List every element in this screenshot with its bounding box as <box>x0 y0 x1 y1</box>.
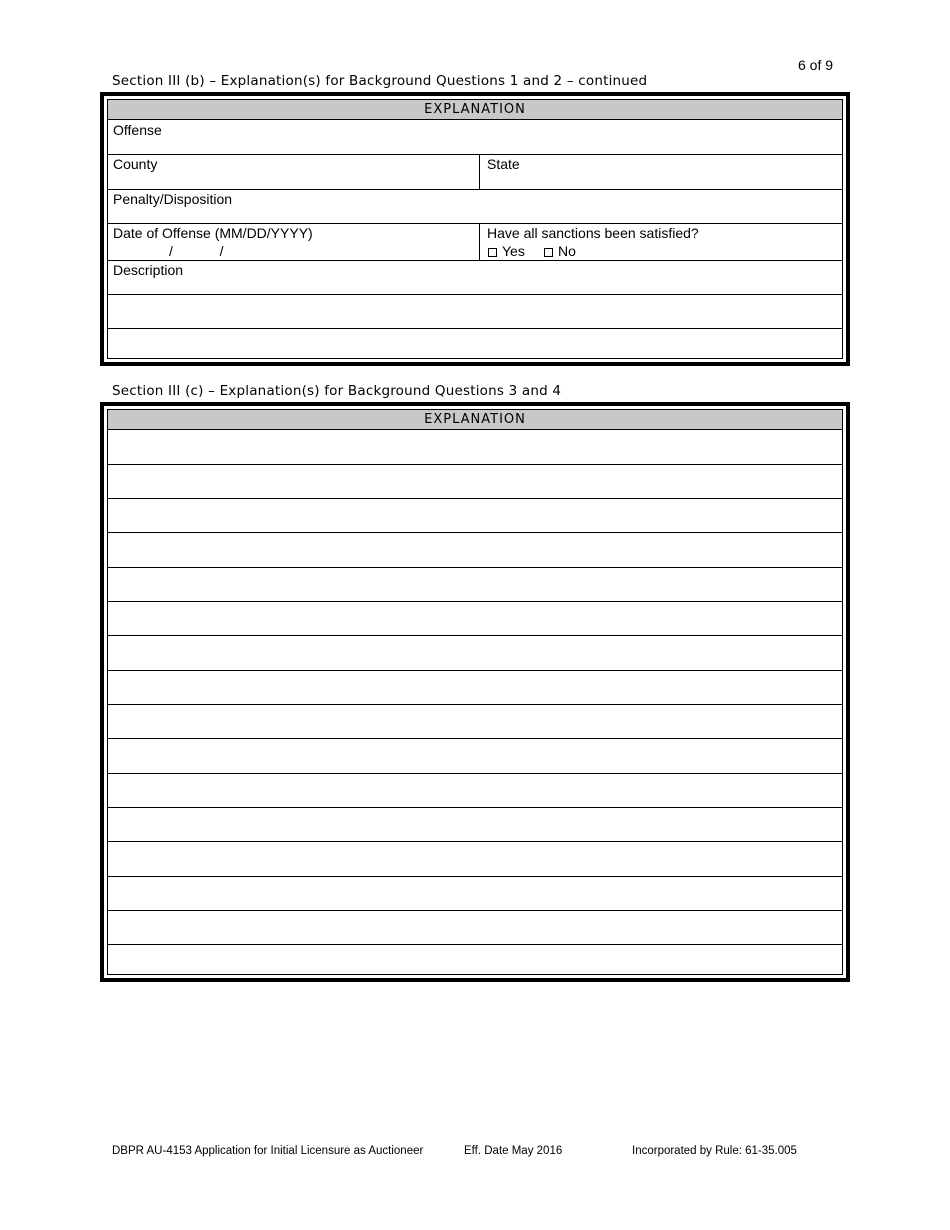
state-label: State <box>487 156 520 172</box>
description-label: Description <box>113 262 184 278</box>
county-label: County <box>113 156 158 172</box>
footer-rule: Incorporated by Rule: 61-35.005 <box>632 1145 797 1157</box>
section-b-header: EXPLANATION <box>108 100 842 120</box>
yes-label: Yes <box>502 243 525 259</box>
sanctions-label: Have all sanctions been satisfied? <box>487 225 699 241</box>
page-number: 6 of 9 <box>798 57 834 73</box>
explanation-line[interactable] <box>108 568 842 602</box>
explanation-line[interactable] <box>108 705 842 739</box>
explanation-line[interactable] <box>108 636 842 671</box>
description-line[interactable] <box>108 295 842 329</box>
explanation-line[interactable] <box>108 739 842 774</box>
explanation-line[interactable] <box>108 911 842 945</box>
section-b-inner <box>107 99 843 359</box>
explanation-line[interactable] <box>108 945 842 978</box>
explanation-line[interactable] <box>108 842 842 877</box>
section-c-inner <box>107 409 843 975</box>
county-state-row <box>108 155 842 190</box>
explanation-line[interactable] <box>108 430 842 465</box>
yes-checkbox[interactable] <box>488 248 497 257</box>
explanation-line[interactable] <box>108 774 842 808</box>
no-checkbox[interactable] <box>544 248 553 257</box>
section-c-title: Section III (c) – Explanation(s) for Background Questions 3 and 4 <box>112 383 562 399</box>
description-row[interactable] <box>108 261 842 295</box>
penalty-label: Penalty/Disposition <box>113 191 233 207</box>
offense-label: Offense <box>113 122 162 138</box>
date-field[interactable]: / / <box>169 243 224 259</box>
date-of-offense-label: Date of Offense (MM/DD/YYYY) <box>113 225 313 241</box>
description-line[interactable] <box>108 329 842 362</box>
explanation-line[interactable] <box>108 808 842 842</box>
date-sanctions-divider <box>479 224 480 260</box>
section-b-title: Section III (b) – Explanation(s) for Background Questions 1 and 2 – continued <box>112 73 648 89</box>
penalty-row[interactable] <box>108 190 842 224</box>
no-label: No <box>558 243 576 259</box>
explanation-line[interactable] <box>108 533 842 568</box>
explanation-line[interactable] <box>108 671 842 705</box>
date-sanctions-row <box>108 224 842 261</box>
footer-form-text: DBPR AU-4153 Application for Initial Licensure as Auctioneer <box>112 1145 424 1157</box>
explanation-line[interactable] <box>108 877 842 911</box>
explanation-line[interactable] <box>108 465 842 499</box>
section-b-table <box>100 92 850 366</box>
explanation-line[interactable] <box>108 499 842 533</box>
section-c-table <box>100 402 850 982</box>
footer-eff-date: Eff. Date May 2016 <box>464 1145 563 1157</box>
section-c-header: EXPLANATION <box>108 410 842 430</box>
county-state-divider <box>479 155 480 189</box>
no-option[interactable] <box>544 243 576 259</box>
yes-option[interactable] <box>488 243 525 259</box>
offense-row[interactable] <box>108 120 842 155</box>
explanation-line[interactable] <box>108 602 842 636</box>
